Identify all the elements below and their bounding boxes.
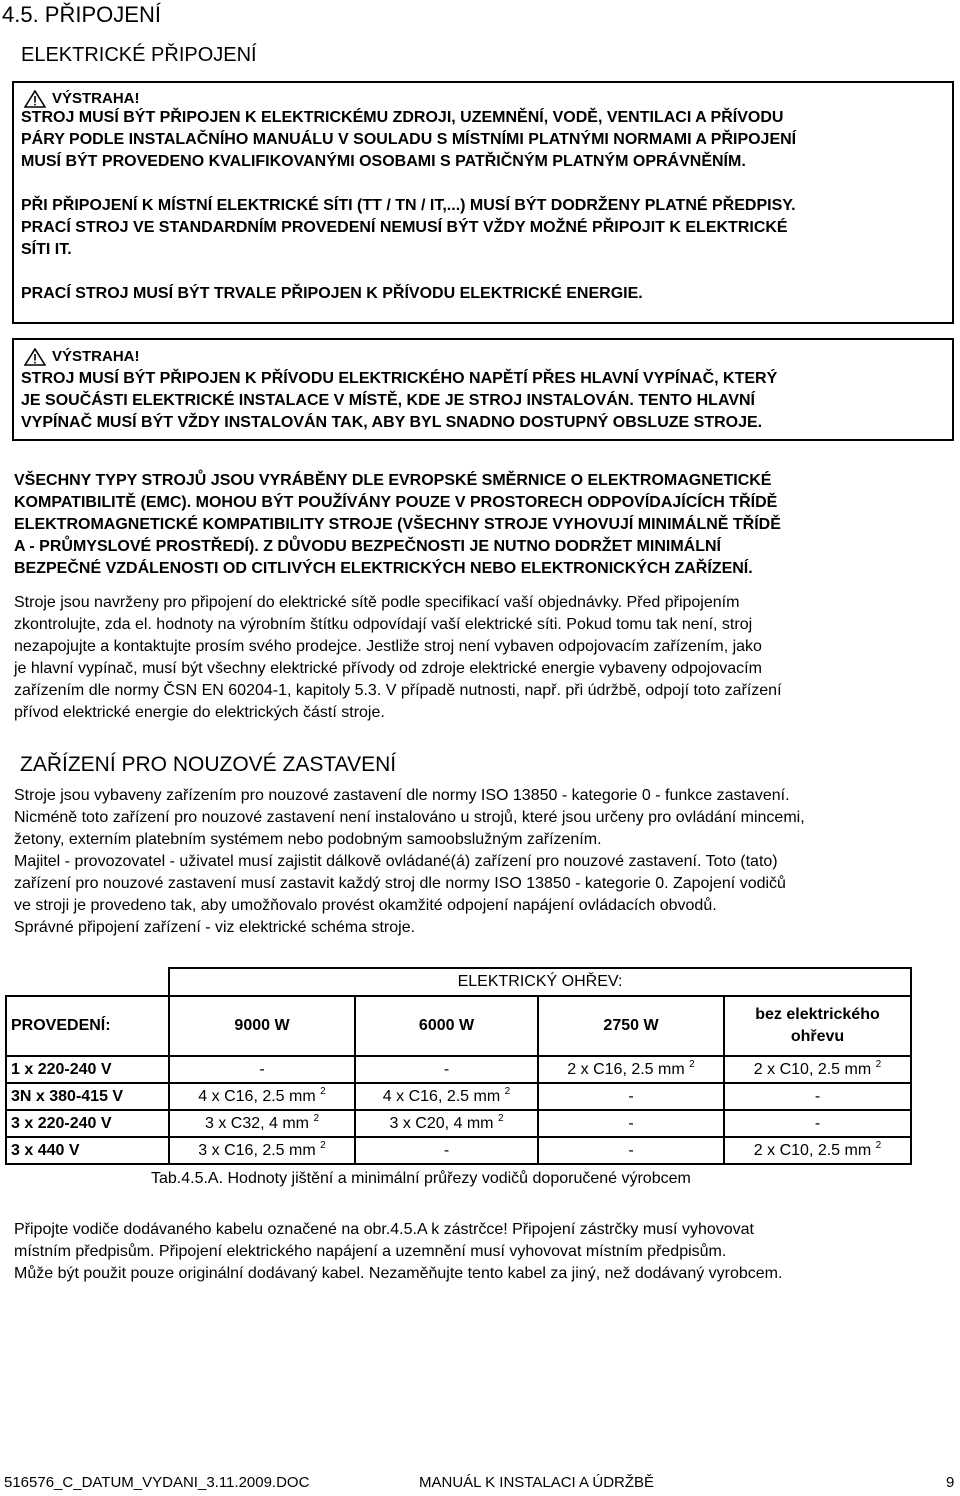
text-line: Stroje jsou vybaveny zařízením pro nouzové zastavení dle normy ISO 13850 - kategorie 0 - funkce zastavení. [14, 787, 790, 804]
table-column-header: 2750 W [538, 996, 724, 1056]
text-line: A - PRŮMYSLOVÉ PROSTŘEDÍ). Z DŮVODU BEZPEČNOSTI JE NUTNO DODRŽET MINIMÁLNÍ [14, 538, 721, 555]
table-column-header: bez elektrického ohřevu [724, 996, 911, 1056]
warning-title [24, 89, 140, 108]
table-cell: - [538, 1137, 724, 1164]
text-line: VYPÍNAČ MUSÍ BÝT VŽDY INSTALOVÁN TAK, ABY BYL SNADNO DOSTUPNÝ OBSLUZE STROJE. [21, 414, 763, 431]
table-cell: 4 x C16, 2.5 mm $^2$ [355, 1083, 538, 1110]
table-cell: 4 x C16, 2.5 mm $^2$ [169, 1083, 355, 1110]
table-row-header: PROVEDENÍ: [6, 996, 169, 1056]
text-line: STROJ MUSÍ BÝT PŘIPOJEN K ELEKTRICKÉMU ZDROJI, UZEMNĚNÍ, VODĚ, VENTILACI A PŘÍVODU [21, 109, 784, 126]
text-line: Nicméně toto zařízení pro nouzové zastavení není instalováno u strojů, které jsou určeny pro ovládání mincemi, [14, 809, 805, 826]
table-column-header: 9000 W [169, 996, 355, 1056]
table-cell: 3 x C32, 4 mm $^2$ [169, 1110, 355, 1137]
text-line: VŠECHNY TYPY STROJŮ JSOU VYRÁBĚNY DLE EVROPSKÉ SMĚRNICE O ELEKTROMAGNETICKÉ [14, 472, 772, 489]
table-cell: - [724, 1110, 911, 1137]
footer-doc-id: 516576_C_DATUM_VYDANI_3.11.2009.DOC [4, 1474, 310, 1491]
text-line: Může být použit pouze originální dodávaný kabel. Nezaměňujte tento kabel za jiný, než dodávaný vyrobcem. [14, 1265, 783, 1282]
emc-paragraph [14, 470, 781, 580]
warning-title [24, 347, 140, 366]
text-line: zařízení pro nouzové zastavení musí zastavit každý stroj dle normy ISO 13850 - kategorie 0. Zapojení vodičů [14, 875, 786, 892]
text-line: BEZPEČNÉ VZDÁLENOSTI OD CITLIVÝCH ELEKTRICKÝCH NEBO ELEKTRONICKÝCH ZAŘÍZENÍ. [14, 560, 753, 577]
warning-text [21, 107, 796, 305]
text-line: JE SOUČÁSTI ELEKTRICKÉ INSTALACE V MÍSTĚ, KDE JE STROJ INSTALOVÁN. TENTO HLAVNÍ [21, 392, 755, 409]
warning-triangle-icon [24, 90, 46, 108]
text-line: přívod elektrické energie do elektrických částí stroje. [14, 704, 385, 721]
table-row [6, 1056, 911, 1083]
text-line: nezapojujte a kontaktujte prosím svého prodejce. Jestliže stroj není vybaven odpojovacím zařízením, jako [14, 638, 762, 655]
text-line: zařízením dle normy ČSN EN 60204-1, kapitoly 5.3. V případě nutnosti, např. při údržbě, odpojí toto zařízení [14, 682, 782, 699]
text-line: PŘI PŘIPOJENÍ K MÍSTNÍ ELEKTRICKÉ SÍTI (TT / TN / IT,...) MUSÍ BÝT DODRŽENY PLATNÉ PŘEDPISY. [21, 197, 796, 214]
table-cell: - [355, 1056, 538, 1083]
page-heading: 4.5. PŘIPOJENÍ [2, 2, 161, 27]
text-line: PRACÍ STROJ MUSÍ BÝT TRVALE PŘIPOJEN K PŘÍVODU ELEKTRICKÉ ENERGIE. [21, 285, 643, 302]
table-cell: 2 x C10, 2.5 mm $^2$ [724, 1056, 911, 1083]
text-line: PRACÍ STROJ VE STANDARDNÍM PROVEDENÍ NEMUSÍ BÝT VŽDY MOŽNÉ PŘIPOJIT K ELEKTRICKÉ [21, 219, 788, 236]
section-heading: ELEKTRICKÉ PŘIPOJENÍ [21, 44, 257, 66]
table-cell: - [169, 1056, 355, 1083]
table-cell: 3 x C20, 4 mm $^2$ [355, 1110, 538, 1137]
text-line [21, 261, 796, 283]
table-cell: 2 x C16, 2.5 mm $^2$ [538, 1056, 724, 1083]
table-row-label: 3 x 220-240 V [6, 1110, 169, 1137]
table-row [6, 1083, 911, 1110]
text-line: Správné připojení zařízení - viz elektrické schéma stroje. [14, 919, 416, 936]
table-group-header: ELEKTRICKÝ OHŘEV: [169, 968, 911, 996]
table-cell: 3 x C16, 2.5 mm $^2$ [169, 1137, 355, 1164]
text-line: PÁRY PODLE INSTALAČNÍHO MANUÁLU V SOULADU S MÍSTNÍMI PLATNÝMI NORMAMI A PŘIPOJENÍ [21, 131, 797, 148]
warning-box-electrical [12, 81, 954, 324]
table-cell: - [355, 1137, 538, 1164]
footer-page-number: 9 [946, 1474, 955, 1491]
table-header-row [6, 996, 911, 1056]
table-row-label: 1 x 220-240 V [6, 1056, 169, 1083]
text-line: žetony, externím platebním systémem nebo podobným samoobslužným zařízením. [14, 831, 602, 848]
footer-manual-title: MANUÁL K INSTALACI A ÚDRŽBĚ [419, 1474, 655, 1491]
text-line: MUSÍ BÝT PROVEDENO KVALIFIKOVANÝMI OSOBAMI S PATŘIČNÝM PLATNÝM OPRÁVNĚNÍM. [21, 153, 746, 170]
table-cell: - [538, 1083, 724, 1110]
text-line: KOMPATIBILITĚ (EMC). MOHOU BÝT POUŽÍVÁNY POUZE V PROSTORECH ODPOVÍDAJÍCÍCH TŘÍDĚ [14, 494, 778, 511]
emergency-stop-heading: ZAŘÍZENÍ PRO NOUZOVÉ ZASTAVENÍ [20, 753, 397, 776]
text-line: Připojte vodiče dodávaného kabelu označené na obr.4.5.A k zástrčce! Připojení zástrčky musí vyhovovat [14, 1221, 754, 1238]
text-line: ve stroji je provedeno tak, aby umožňovalo provést okamžité odpojení napájení ovládacích obvodů. [14, 897, 717, 914]
text-line: Majitel - provozovatel - uživatel musí zajistit dálkově ovládané(á) zařízení pro nouzové zastavení. Toto (tato) [14, 853, 778, 870]
text-line: je hlavní vypínač, musí být všechny elektrické přívody od zdroje elektrické energie vybaveny odpojovacím [14, 660, 762, 677]
table-cell: - [538, 1110, 724, 1137]
text-line: STROJ MUSÍ BÝT PŘIPOJEN K PŘÍVODU ELEKTRICKÉHO NAPĚTÍ PŘES HLAVNÍ VYPÍNAČ, KTERÝ [21, 370, 778, 387]
text-line: Stroje jsou navrženy pro připojení do elektrické sítě podle specifikací vaší objednávky. Před připojením [14, 594, 740, 611]
warning-box-main-switch [12, 338, 954, 441]
text-line: místním předpisům. Připojení elektrického napájení a uzemnění musí vyhovovat místním předpisům. [14, 1243, 727, 1260]
table-cell: 2 x C10, 2.5 mm $^2$ [724, 1137, 911, 1164]
text-line: ELEKTROMAGNETICKÉ KOMPATIBILITY STROJE (VŠECHNY STROJE VYHOVUJÍ MINIMÁLNĚ TŘÍDĚ [14, 516, 781, 533]
warning-title-text: VÝSTRAHA! [52, 348, 140, 365]
cable-paragraph [14, 1219, 782, 1285]
table-empty-corner [6, 968, 169, 996]
table-row-label: 3N x 380-415 V [6, 1083, 169, 1110]
table-caption: Tab.4.5.A. Hodnoty jištění a minimální průřezy vodičů doporučené výrobcem [151, 1170, 691, 1187]
warning-text [21, 368, 777, 434]
warning-triangle-icon [24, 348, 46, 366]
text-line: zkontrolujte, zda el. hodnoty na výrobním štítku odpovídají vaší elektrické síti. Pokud tomu tak není, stroj [14, 616, 753, 633]
emergency-stop-paragraph [14, 785, 805, 939]
table-row-label: 3 x 440 V [6, 1137, 169, 1164]
warning-title-text: VÝSTRAHA! [52, 90, 140, 107]
text-line [21, 173, 796, 195]
connection-paragraph [14, 592, 782, 724]
table-column-header: 6000 W [355, 996, 538, 1056]
table-row [6, 1110, 911, 1137]
fuse-table [5, 967, 912, 1165]
table-group-header-row [6, 968, 911, 996]
text-line: SÍTI IT. [21, 241, 72, 258]
table-cell: - [724, 1083, 911, 1110]
table-row [6, 1137, 911, 1164]
